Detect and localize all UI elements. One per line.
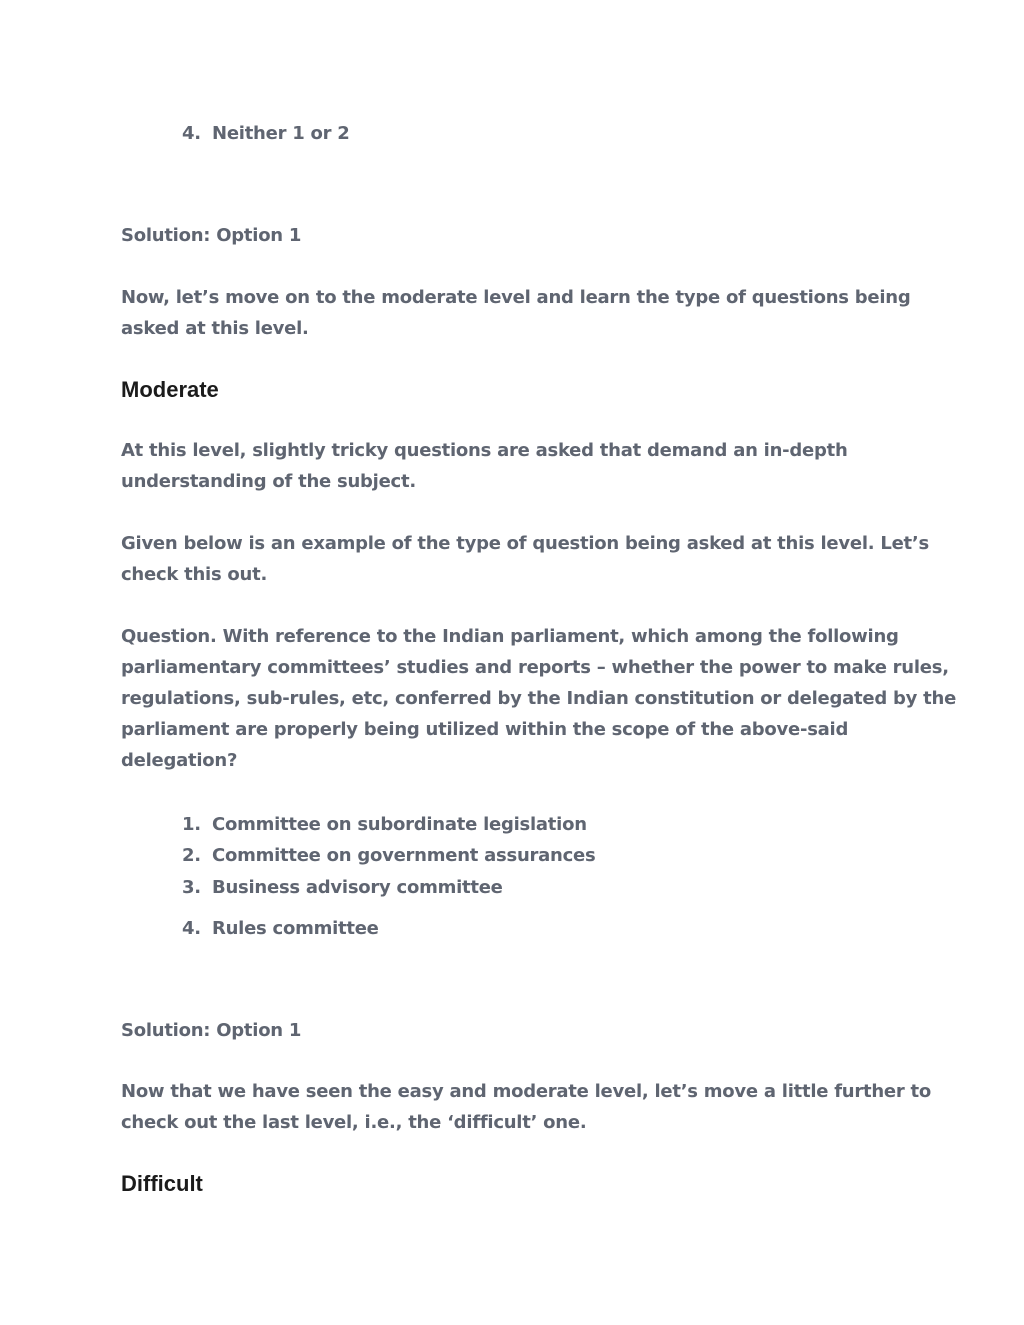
option-item	[182, 913, 379, 944]
example-intro-paragraph	[121, 528, 929, 590]
option-number: 4.	[182, 918, 201, 939]
paragraph-line: Question. With reference to the Indian parliament, which among the following	[121, 626, 899, 647]
list-item-number: 4.	[182, 123, 201, 144]
option-text: Rules committee	[212, 918, 379, 939]
paragraph-line: Given below is an example of the type of question being asked at this level. Let’s	[121, 533, 929, 554]
paragraph-line: At this level, slightly tricky questions are asked that demand an in-depth	[121, 440, 848, 461]
option-item	[182, 840, 595, 871]
list-item	[182, 118, 350, 149]
paragraph-line: Now, let’s move on to the moderate level and learn the type of questions being	[121, 287, 911, 308]
paragraph-line: check out the last level, i.e., the ‘difficult’ one.	[121, 1112, 587, 1133]
paragraph-line: regulations, sub-rules, etc, conferred by the Indian constitution or delegated by the	[121, 688, 957, 709]
option-text: Committee on subordinate legislation	[212, 814, 587, 835]
option-number: 2.	[182, 845, 201, 866]
transition-paragraph	[121, 1076, 931, 1138]
paragraph-line: delegation?	[121, 750, 238, 771]
paragraph-line: parliamentary committees’ studies and reports – whether the power to make rules,	[121, 657, 949, 678]
paragraph-line: Now that we have seen the easy and moderate level, let’s move a little further to	[121, 1081, 931, 1102]
option-text: Committee on government assurances	[212, 845, 596, 866]
question-paragraph	[121, 621, 957, 776]
section-heading-difficult: Difficult	[121, 1171, 203, 1196]
solution-text: Solution: Option 1	[121, 225, 302, 246]
option-item	[182, 809, 587, 840]
paragraph-line: understanding of the subject.	[121, 471, 416, 492]
paragraph-line: asked at this level.	[121, 318, 309, 339]
paragraph-line: check this out.	[121, 564, 268, 585]
section-heading-moderate: Moderate	[121, 377, 219, 402]
option-number: 3.	[182, 877, 201, 898]
paragraph-line: parliament are properly being utilized within the scope of the above-said	[121, 719, 849, 740]
solution-text: Solution: Option 1	[121, 1020, 302, 1041]
intro-moderate-paragraph	[121, 282, 921, 344]
list-item-text: Neither 1 or 2	[212, 123, 350, 144]
option-number: 1.	[182, 814, 201, 835]
moderate-description-paragraph	[121, 435, 921, 497]
option-item	[182, 872, 503, 903]
option-text: Business advisory committee	[212, 877, 503, 898]
